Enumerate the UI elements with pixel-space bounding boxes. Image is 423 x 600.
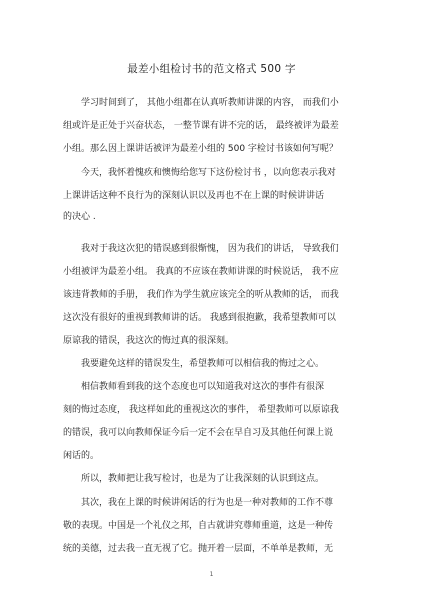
paragraph-3-line-4: 这次没有很好的重视到教师讲的话。 我感到很抱歉，我希望教师可以	[63, 313, 336, 323]
paragraph-7-line-2: 敬的表现。中国是一个礼仪之邦，自古就讲究尊师重道，这是一种传	[63, 521, 334, 531]
paragraph-5-line-1: 相信教师看到我的这个态度也可以知道我对这次的事件有很深	[81, 382, 325, 392]
paragraph-2-line-1: 今天，我怀着愧疚和懊悔给您写下这份检讨书 ，以向您表示我对	[81, 168, 336, 178]
paragraph-3-line-3: 该违背教师的手册， 我们作为学生就应该完全的听从教师的话， 而我	[63, 290, 339, 300]
paragraph-3-line-1: 我对于我这次犯的错误感到很惭愧， 因为我们的讲话， 导致我们	[81, 244, 339, 254]
paragraph-1-line-2: 组或许是正处于兴奋状态， 一整节课有讲不完的话， 最终被评为最差	[63, 121, 339, 131]
paragraph-2-line-3: 的决心 .	[63, 212, 96, 222]
page-number: 1	[209, 571, 214, 578]
document-title: 最差小组检讨书的范文格式 500 字	[127, 63, 296, 75]
paragraph-5-line-2: 刻的悔过态度， 我这样如此的重视这次的事件， 希望教师可以原谅我	[63, 405, 339, 415]
paragraph-7-line-1: 其次，我在上课的时候讲闲话的行为也是一种对教师的工作不尊	[81, 498, 334, 508]
paragraph-1-line-1: 学习时间到了， 其他小组都在认真听教师讲课的内容， 而我们小	[81, 98, 339, 108]
paragraph-1-line-3: 小组。那么因上课讲话被评为最差小组的 500 字检讨书该如何写呢？	[63, 144, 338, 154]
paragraph-7-line-3: 统的美德，过去我一直无视了它。抛开着一层面，不单单是教师，无	[63, 544, 334, 554]
paragraph-3-line-2: 小组被评为最差小组。 我真的不应该在教师讲课的时候说话， 我不应	[63, 267, 339, 277]
paragraph-5-line-3: 的错误，我可以向教师保证今后一定不会在早自习及其他任何课上说	[63, 428, 334, 438]
paragraph-3-line-5: 原谅我的错误，我这次的悔过真的很深刻。	[63, 336, 235, 346]
paragraph-5-line-4: 闲话的。	[63, 451, 100, 461]
paragraph-6-line-1: 所以，教师把让我写检讨，也是为了让我深刻的认识到这点。	[81, 474, 325, 484]
paragraph-4-line-1: 我要避免这样的错误发生，希望教师可以相信我的悔过之心。	[81, 359, 325, 369]
paragraph-2-line-2: 上课讲话这种不良行为的深刻认识以及再也不在上课的时候讲讲话	[63, 191, 325, 201]
